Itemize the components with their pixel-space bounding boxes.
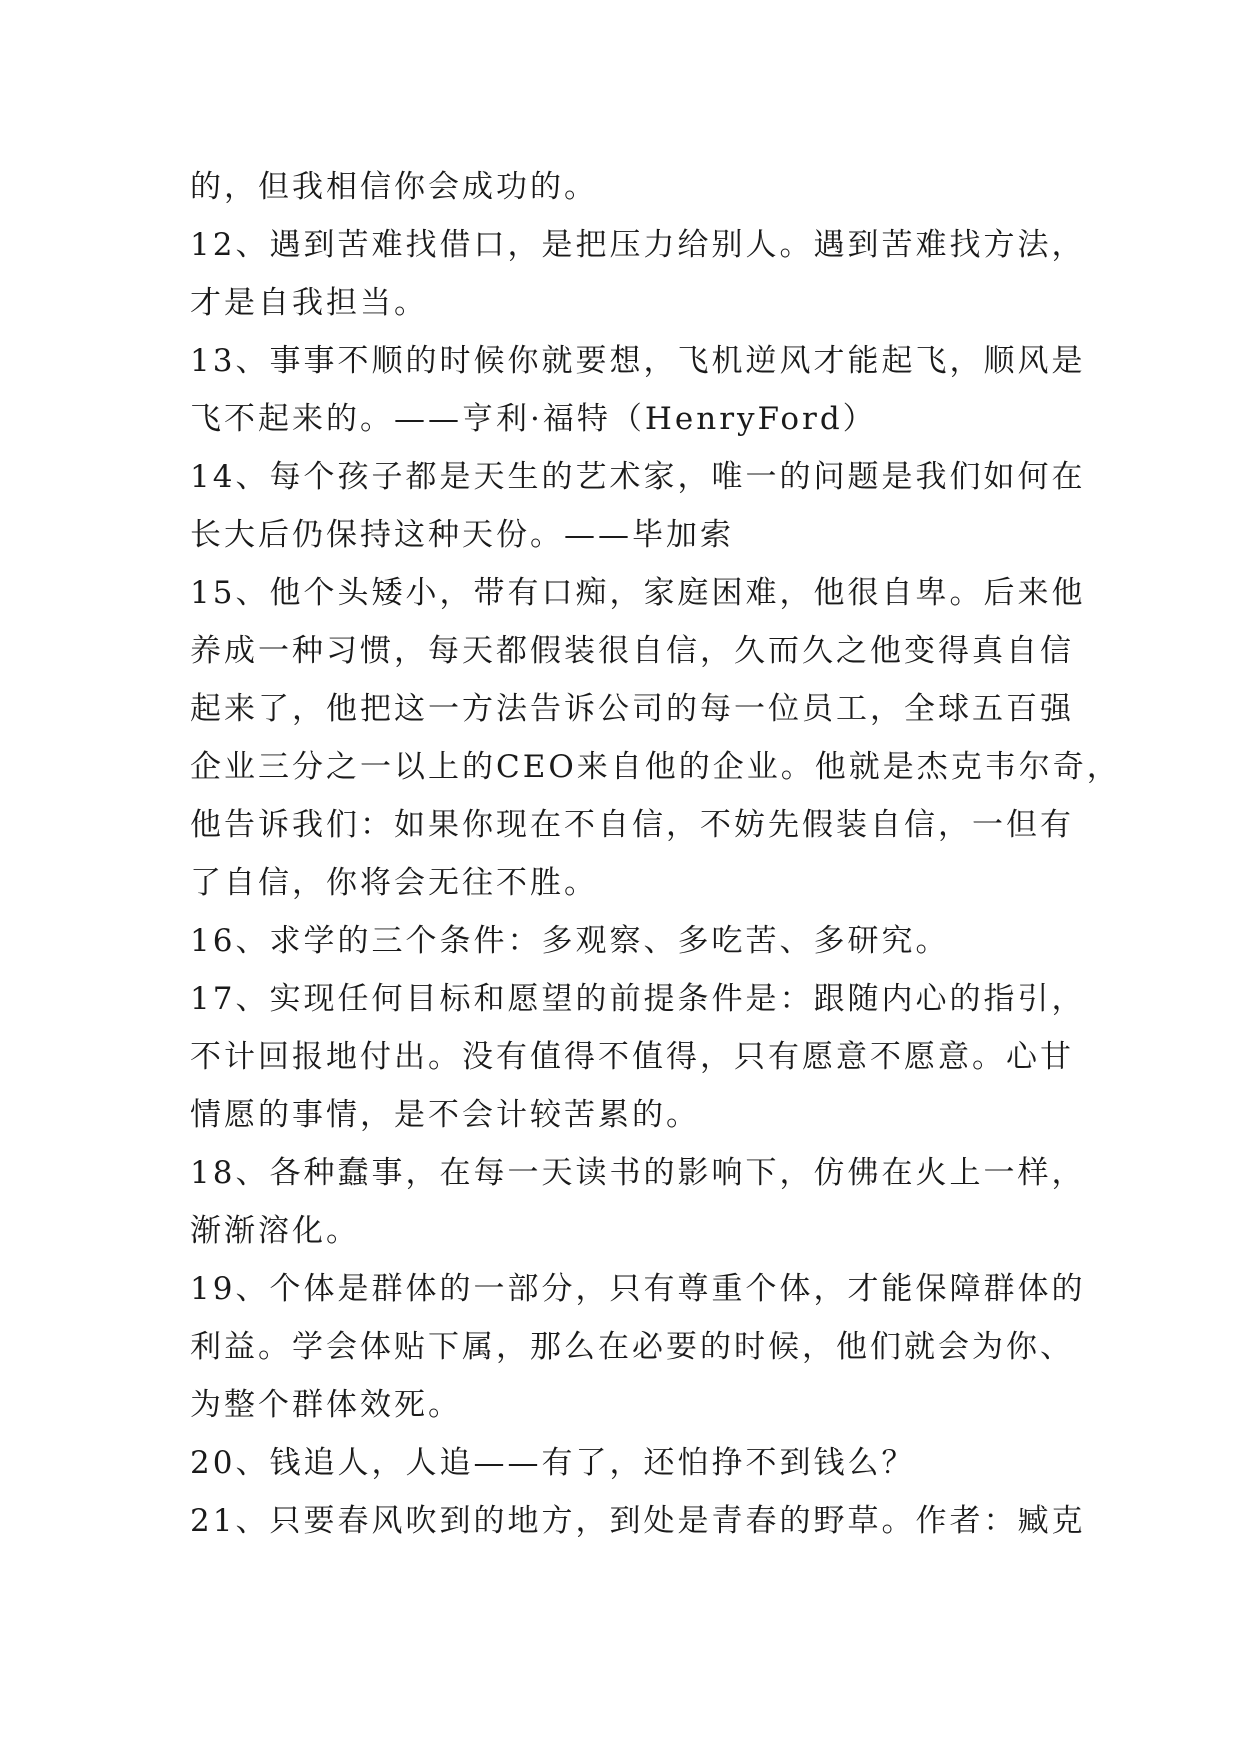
text-line: 渐渐溶化。: [190, 1213, 360, 1249]
text-line: 18、各种蠢事，在每一天读书的影响下，仿佛在火上一样，: [190, 1155, 1086, 1191]
text-line: 16、求学的三个条件：多观察、多吃苦、多研究。: [190, 923, 950, 959]
text-line: 21、只要春风吹到的地方，到处是青春的野草。作者：臧克: [190, 1503, 1086, 1539]
text-line: 15、他个头矮小，带有口痴，家庭困难，他很自卑。后来他: [190, 575, 1086, 611]
text-line: 不计回报地付出。没有值得不值得，只有愿意不愿意。心甘: [190, 1039, 1074, 1075]
text-line: 12、遇到苦难找借口，是把压力给别人。遇到苦难找方法，: [190, 227, 1086, 263]
text-line: 企业三分之一以上的CEO来自他的企业。他就是杰克韦尔奇，: [190, 749, 1121, 785]
text-line: 13、事事不顺的时候你就要想，飞机逆风才能起飞，顺风是: [190, 343, 1086, 379]
text-line: 养成一种习惯，每天都假装很自信，久而久之他变得真自信: [190, 633, 1074, 669]
text-line: 长大后仍保持这种天份。——毕加索: [190, 517, 734, 553]
text-line: 起来了，他把这一方法告诉公司的每一位员工，全球五百强: [190, 691, 1074, 727]
text-line: 飞不起来的。——亨利·福特（HenryFord）: [190, 401, 877, 437]
text-line: 才是自我担当。: [190, 285, 428, 321]
text-line: 情愿的事情，是不会计较苦累的。: [190, 1097, 700, 1133]
text-line: 19、个体是群体的一部分，只有尊重个体，才能保障群体的: [190, 1271, 1086, 1307]
text-line: 为整个群体效死。: [190, 1387, 462, 1423]
text-line: 的，但我相信你会成功的。: [190, 169, 598, 205]
text-line: 他告诉我们：如果你现在不自信，不妨先假装自信，一但有: [190, 807, 1074, 843]
text-line: 利益。学会体贴下属，那么在必要的时候，他们就会为你、: [190, 1329, 1074, 1365]
text-line: 了自信，你将会无往不胜。: [190, 865, 598, 901]
text-line: 20、钱追人，人追——有了，还怕挣不到钱么？: [190, 1445, 916, 1481]
document-body: [190, 158, 1121, 1550]
text-line: 14、每个孩子都是天生的艺术家，唯一的问题是我们如何在: [190, 459, 1086, 495]
text-line: 17、实现任何目标和愿望的前提条件是：跟随内心的指引，: [190, 981, 1086, 1017]
